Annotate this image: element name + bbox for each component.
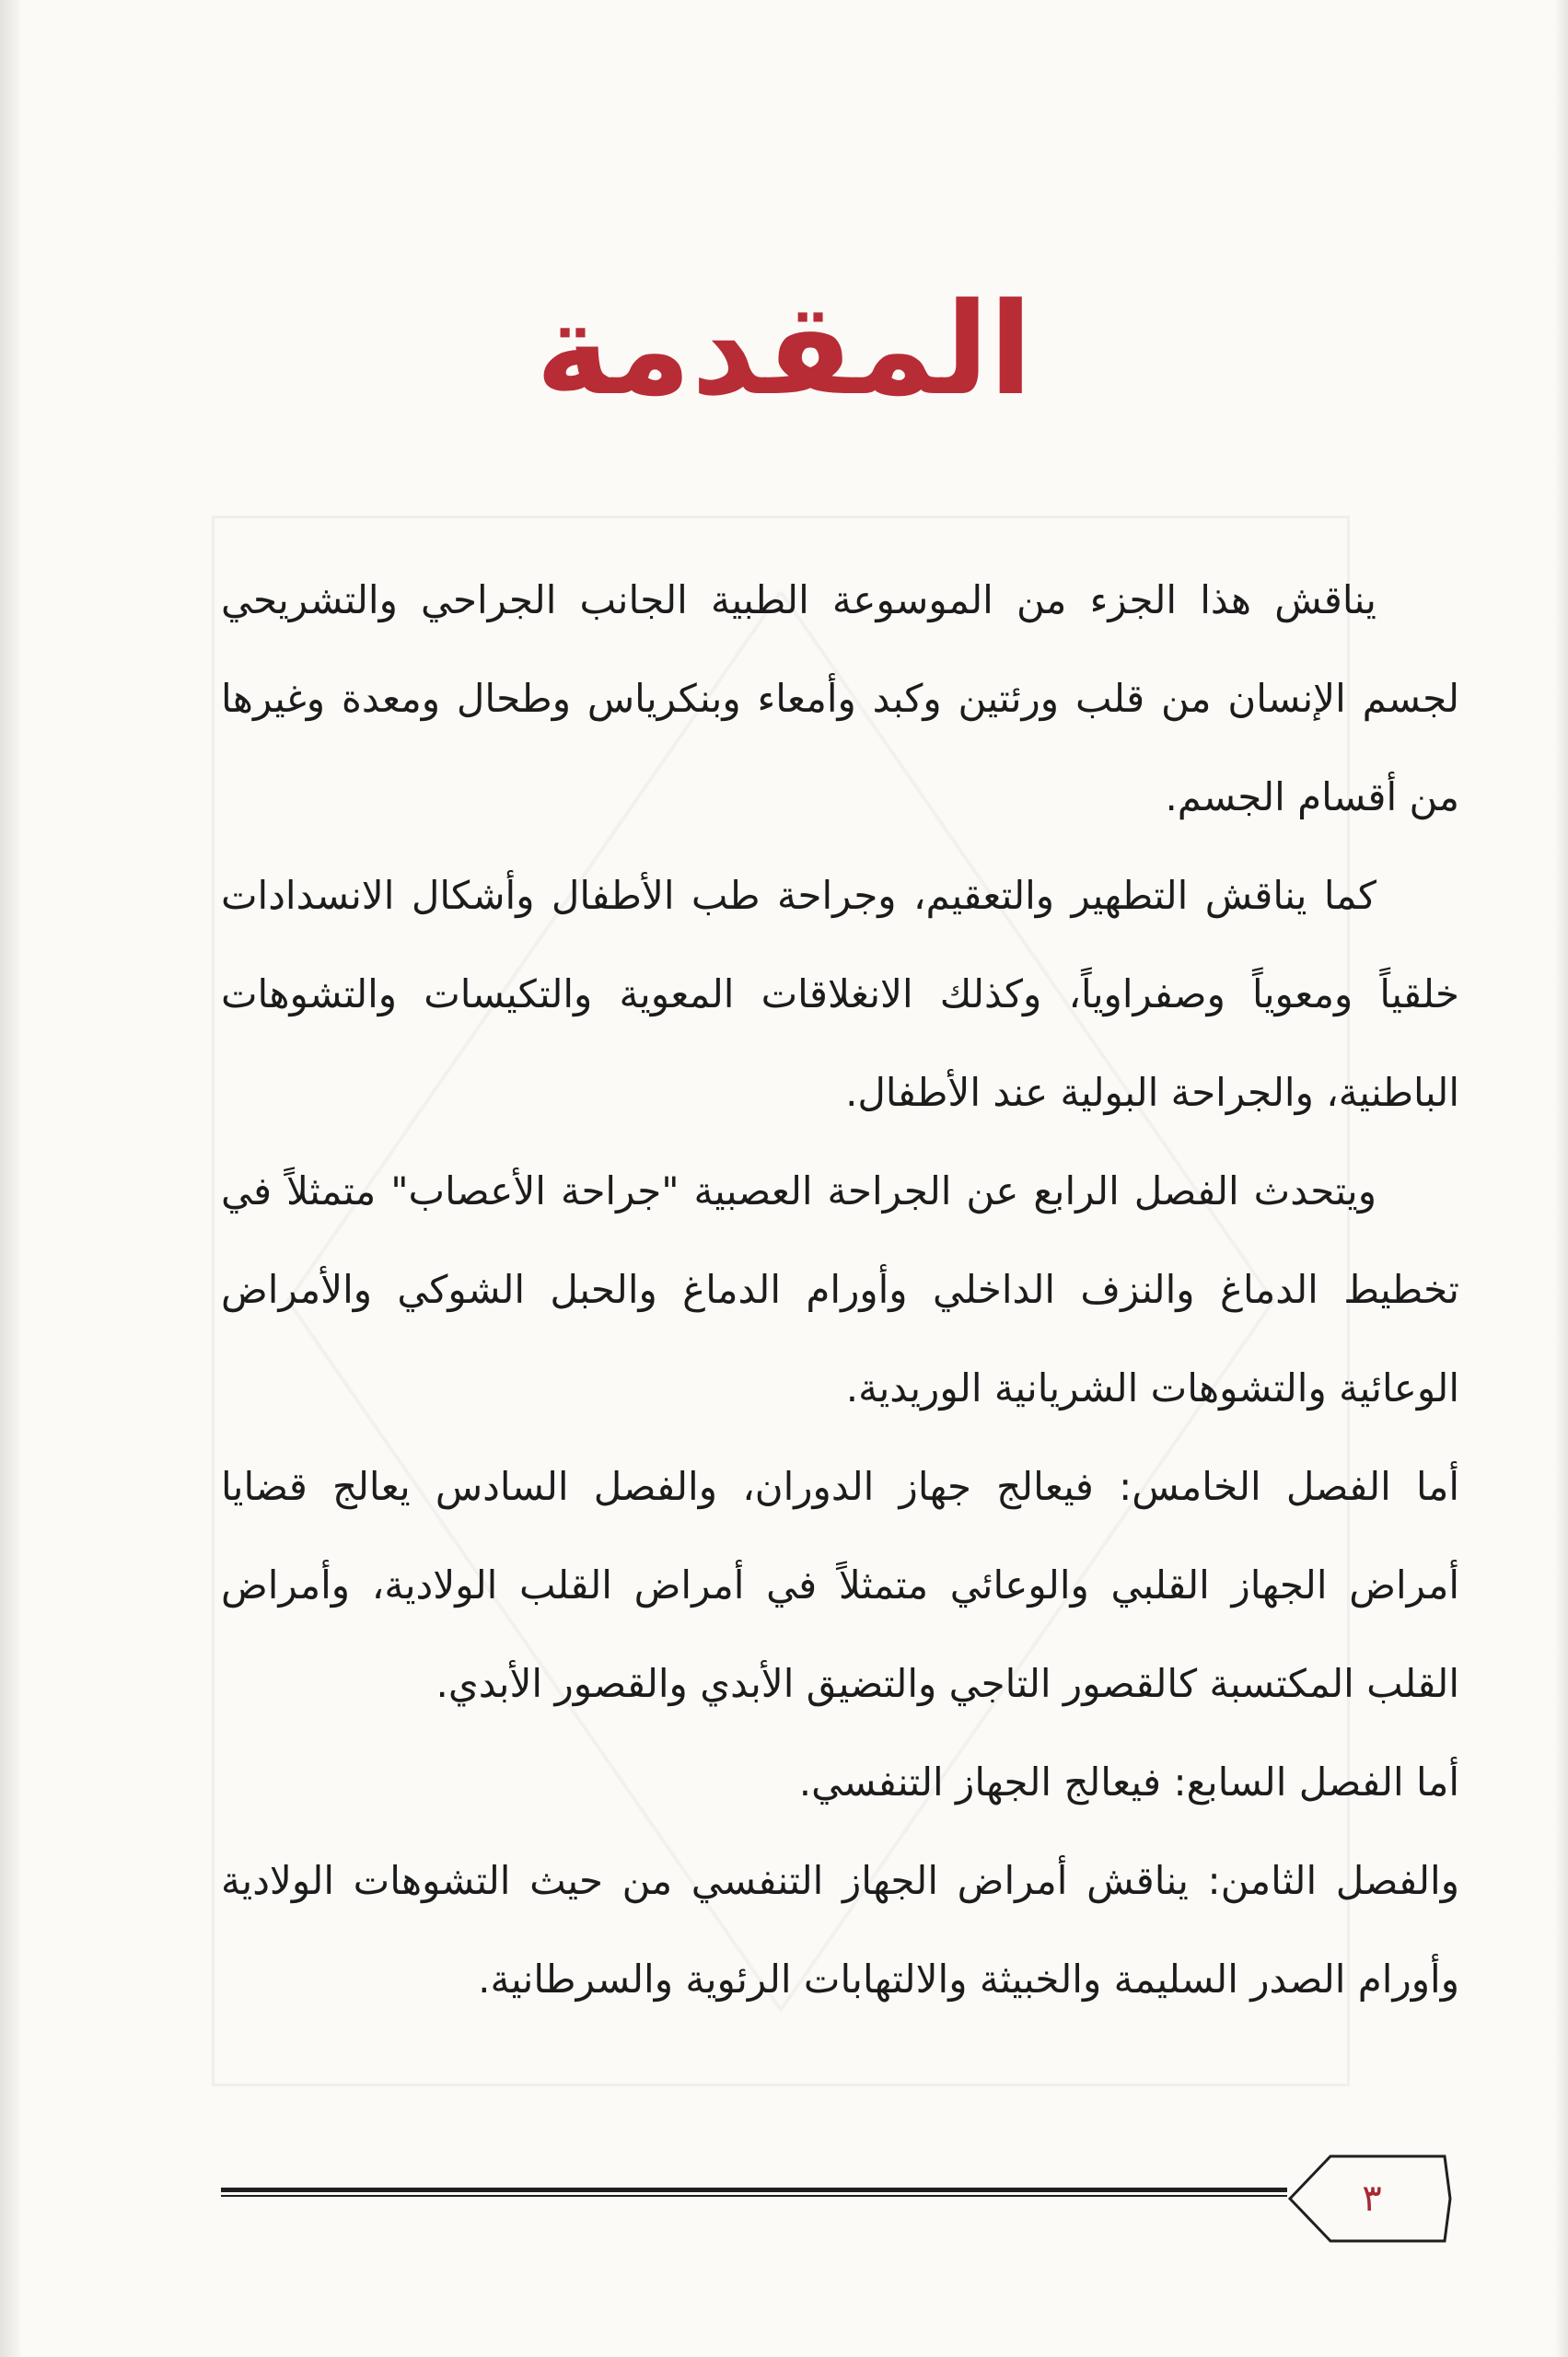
paragraph-intro: يناقش هذا الجزء من الموسوعة الطبية الجانب الجراحي والتشريحي لجسم الإنسان من قلب ورئتين وكبد وأمعاء وبنكرياس وطحال ومعدة وغيرها من أقسام الجسم. <box>221 577 1459 819</box>
paragraph-respiratory: أما الفصل السابع: فيعالج الجهاز التنفسي. <box>798 1759 1459 1805</box>
paragraph-circulatory: أما الفصل الخامس: فيعالج جهاز الدوران، والفصل السادس يعالج قضايا أمراض الجهاز القلبي والوعائي متمثلاً في أمراض القلب الولادية، وأمراض القلب المكتسبة كالقصور التاجي والتضيق الأبدي والقصور الأبدي. <box>221 1464 1459 1706</box>
paragraph-neurosurgery: ويتحدث الفصل الرابع عن الجراحة العصبية "جراحة الأعصاب" متمثلاً في تخطيط الدماغ والنزف الداخلي وأورام الدماغ والحبل الشوكي والأمراض الوعائية والتشوهات الشريانية الوريدية. <box>221 1168 1459 1411</box>
page-number: ٣ <box>1362 2177 1382 2220</box>
footer-double-rule <box>221 2188 1287 2197</box>
body-text <box>221 551 1459 2028</box>
paragraph-pediatric-surgery: كما يناقش التطهير والتعقيم، وجراحة طب الأطفال وأشكال الانسدادات خلقياً ومعوياً وصفراوياً، وكذلك الانغلاقات المعوية والتكيسات والتشوهات الباطنية، والجراحة البولية عند الأطفال. <box>221 873 1459 1115</box>
paragraph-chapter-eight: والفصل الثامن: يناقش أمراض الجهاز التنفسي من حيث التشوهات الولادية وأورام الصدر السليمة والخبيثة والالتهابات الرئوية والسرطانية. <box>221 1858 1459 2002</box>
page-number-badge <box>1284 2143 1459 2254</box>
page-title: المقدمة <box>535 275 1033 424</box>
